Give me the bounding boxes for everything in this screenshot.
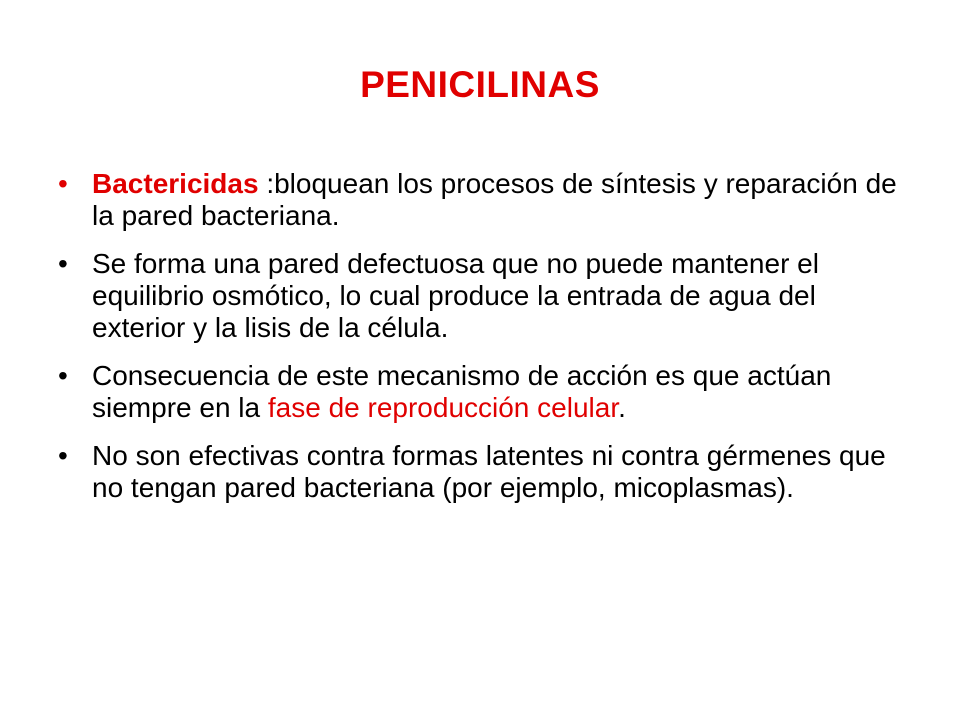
bullet-marker: • <box>58 440 68 471</box>
slide-title: PENICILINAS <box>360 64 600 105</box>
bullet-item-no-efectivas <box>58 440 908 504</box>
bullet-item-consecuencia <box>58 360 908 424</box>
bullet-item-pared-defectuosa <box>58 248 908 344</box>
bullet-text: Consecuencia de este mecanismo de acción es que actúan siempre en la <box>92 360 832 423</box>
bullet-text: No son efectivas contra formas latentes ni contra gérmenes que no tengan pared bacteriana (por ejemplo, micoplasmas). <box>92 440 886 503</box>
bullet-marker: • <box>58 168 68 199</box>
bullet-text: Se forma una pared defectuosa que no puede mantener el equilibrio osmótico, lo cual produce la entrada de agua del exterior y la lisis de la célula. <box>92 248 819 343</box>
bullet-marker: • <box>58 248 68 279</box>
bullet-marker: • <box>58 360 68 391</box>
bullet-highlight: fase de reproducción celular <box>267 392 619 423</box>
bullet-text: :bloquean los procesos de síntesis y reparación de la pared bacteriana. <box>92 168 897 231</box>
bullet-lead-term: Bactericidas <box>92 168 259 199</box>
bullet-text-end: . <box>618 392 626 423</box>
bullet-item-bactericidas <box>58 168 908 232</box>
bullet-list <box>58 168 908 520</box>
